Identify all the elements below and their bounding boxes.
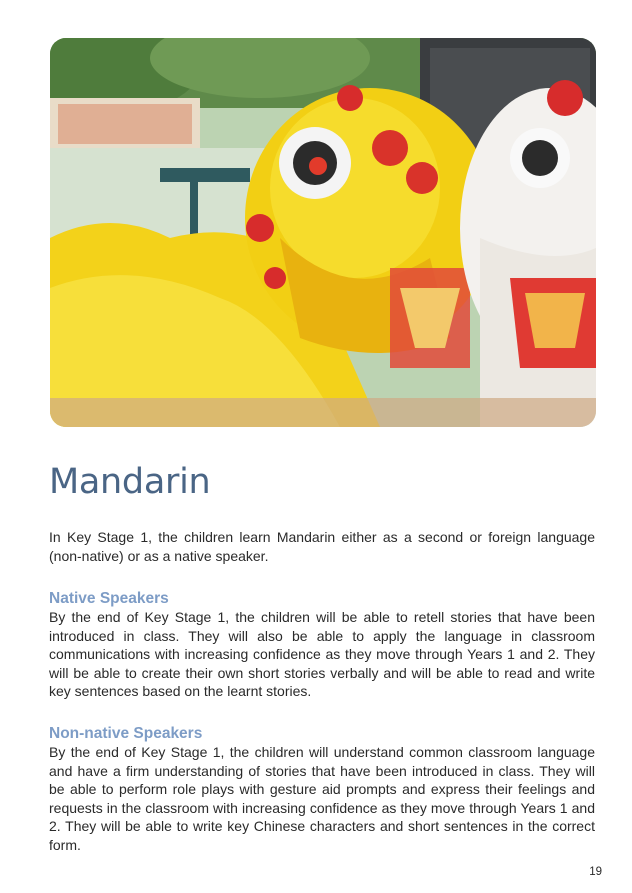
non-native-speakers-section	[49, 725, 595, 855]
page-title: Mandarin	[49, 462, 211, 502]
native-speakers-section	[49, 590, 595, 701]
non-native-speakers-heading: Non-native Speakers	[49, 725, 203, 742]
non-native-speakers-body: By the end of Key Stage 1, the children will understand common classroom language and have a firm understanding of stories that have been introduced in class. They will be able to perform role plays with gesture aid prompts and express their feelings and requests in the classroom with increasing confidence as they move through Years 1 and 2. They will be able to write key Chinese characters and short sentences in the correct form.	[49, 744, 595, 853]
page-number: 19	[589, 866, 602, 878]
lion-dance-photo	[50, 38, 596, 427]
native-speakers-body: By the end of Key Stage 1, the children will be able to retell stories that have been introduced in class. They will also be able to apply the language in classroom communications with increasing confidence as they move through Years 1 and 2. They will be able to create their own short stories verbally and will be able to read and write key sentences based on the learnt stories.	[49, 609, 595, 700]
intro-paragraph: In Key Stage 1, the children learn Mandarin either as a second or foreign language (non-native) or as a native speaker.	[49, 529, 595, 564]
native-speakers-heading: Native Speakers	[49, 590, 169, 607]
